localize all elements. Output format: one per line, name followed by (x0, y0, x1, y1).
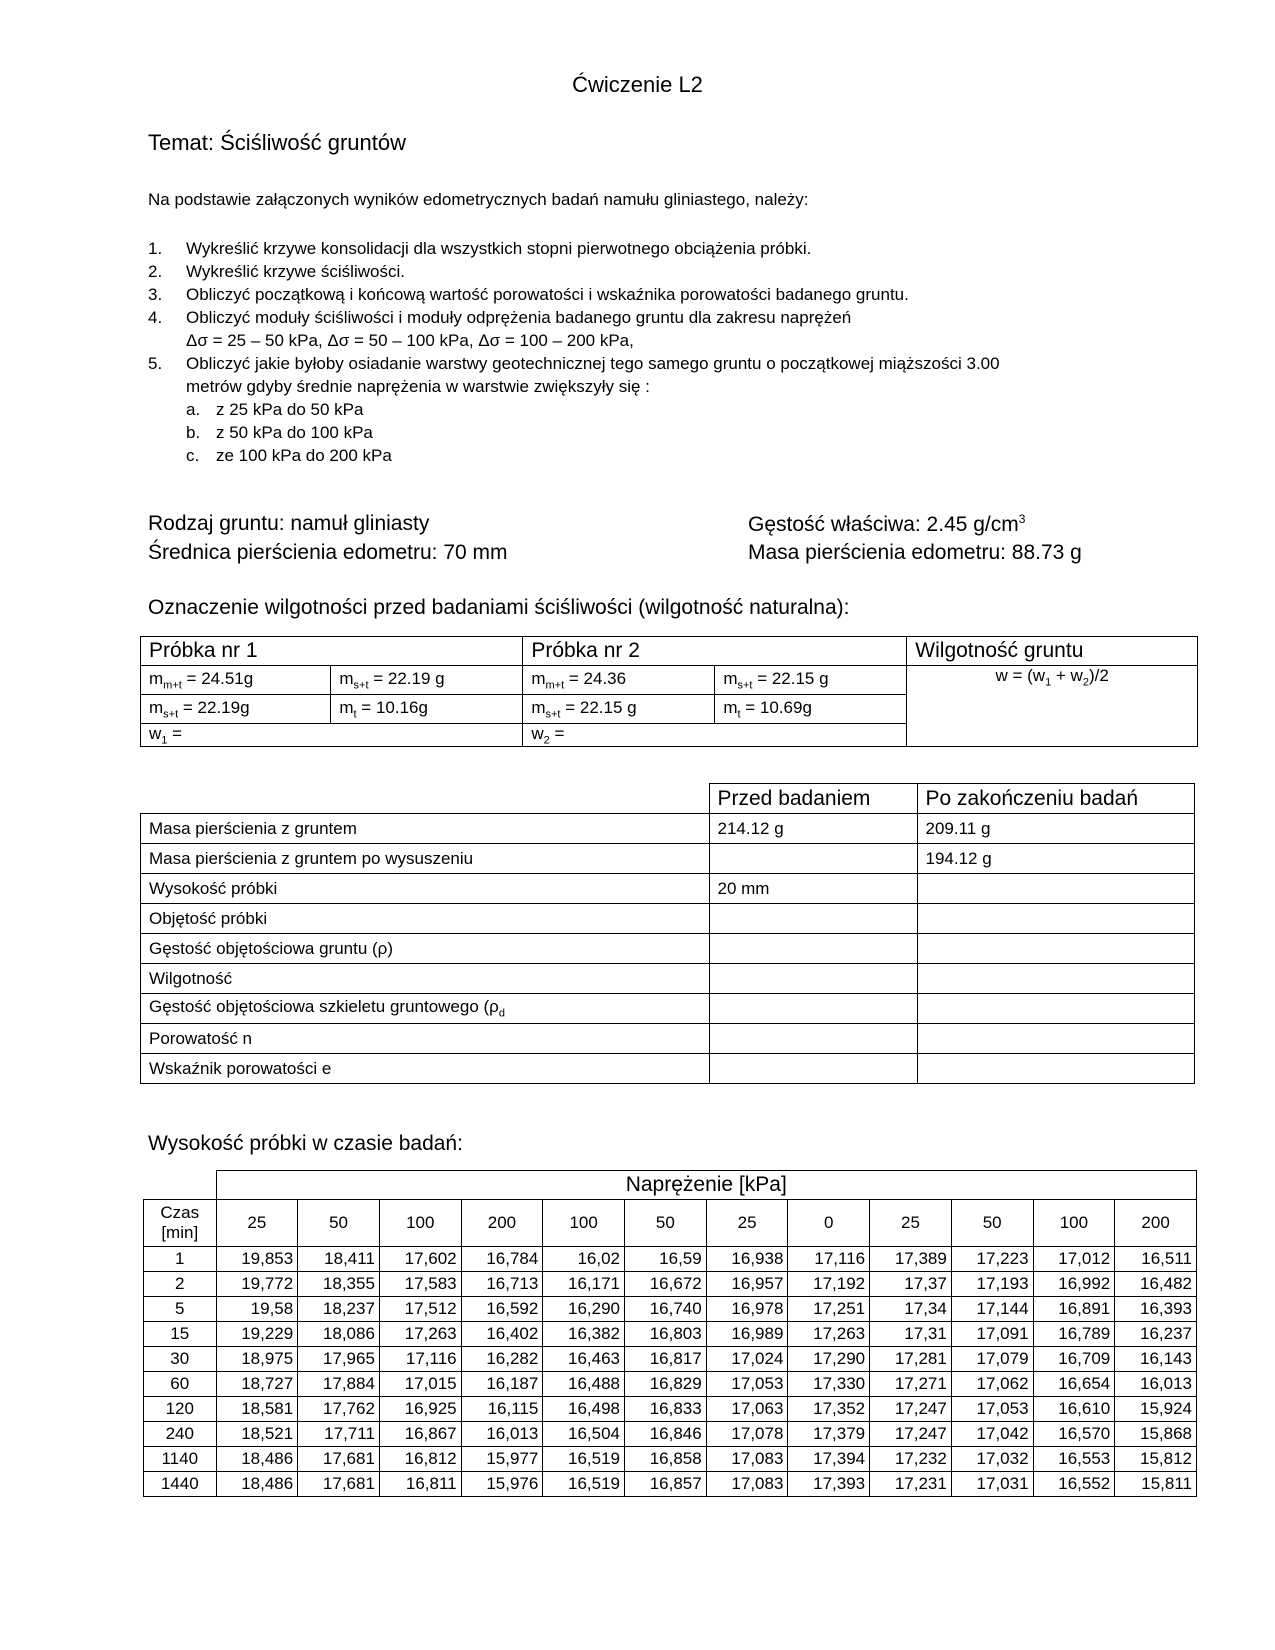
s2-mt: $m_t = 10.69g$ (715, 695, 907, 724)
height-value: 17,032 (951, 1447, 1033, 1472)
height-value: 17,042 (951, 1422, 1033, 1447)
height-value: 17,053 (951, 1397, 1033, 1422)
moisture-formula: $w = (w_1 + w_2)/2$ (907, 666, 1198, 747)
height-value: 16,013 (1115, 1372, 1197, 1397)
height-value: 17,144 (951, 1297, 1033, 1322)
table-row (144, 1322, 1197, 1347)
height-value: 17,263 (788, 1322, 870, 1347)
after-value (917, 994, 1195, 1024)
height-value: 18,411 (298, 1247, 380, 1272)
row-label: Masa pierścienia z gruntem po wysuszeniu (141, 844, 710, 874)
height-value: 16,552 (1033, 1472, 1115, 1497)
after-value (917, 934, 1195, 964)
height-value: 16,812 (379, 1447, 461, 1472)
before-value: 20 mm (709, 874, 917, 904)
table-row (141, 1054, 1195, 1084)
sample2-header: Próbka nr 2 (523, 637, 907, 666)
table-row (144, 1422, 1197, 1447)
w2-cell: $w_2$ = (523, 724, 907, 747)
table-row (144, 1347, 1197, 1372)
table-row (141, 964, 1195, 994)
subtask-list (148, 398, 1000, 467)
list-item: c. ze 100 kPa do 200 kPa (186, 446, 392, 465)
stress-column-header: 200 (1115, 1200, 1197, 1247)
height-value: 16,803 (625, 1322, 707, 1347)
table-row (144, 1447, 1197, 1472)
height-value: 15,976 (461, 1472, 543, 1497)
height-value: 16,858 (625, 1447, 707, 1472)
height-value: 16,570 (1033, 1422, 1115, 1447)
height-value: 16,654 (1033, 1372, 1115, 1397)
height-value: 17,330 (788, 1372, 870, 1397)
height-value: 15,811 (1115, 1472, 1197, 1497)
list-item: 2. Wykreślić krzywe ściśliwości. (148, 262, 405, 281)
height-value: 18,355 (298, 1272, 380, 1297)
height-value: 16,115 (461, 1397, 543, 1422)
stress-column-header: 50 (625, 1200, 707, 1247)
height-value: 16,811 (379, 1472, 461, 1497)
height-value: 17,116 (788, 1247, 870, 1272)
height-value: 16,857 (625, 1472, 707, 1497)
height-value: 17,711 (298, 1422, 380, 1447)
document-title: Ćwiczenie L2 (572, 72, 703, 97)
time-cell: 1440 (144, 1472, 217, 1497)
height-value: 16,713 (461, 1272, 543, 1297)
height-value: 17,083 (706, 1472, 788, 1497)
list-item: a. z 25 kPa do 50 kPa (186, 400, 364, 419)
after-value (917, 904, 1195, 934)
before-value (709, 904, 917, 934)
s2-mst: $m_{s+t} = 22.15$ g (715, 666, 907, 695)
height-value: 17,681 (298, 1472, 380, 1497)
before-value (709, 1024, 917, 1054)
height-value: 17,232 (870, 1447, 952, 1472)
table-row (141, 934, 1195, 964)
height-value: 17,583 (379, 1272, 461, 1297)
stress-column-header: 100 (379, 1200, 461, 1247)
height-value: 16,402 (461, 1322, 543, 1347)
before-header: Przed badaniem (709, 784, 917, 814)
height-value: 17,091 (951, 1322, 1033, 1347)
table-row (141, 874, 1195, 904)
height-value: 19,58 (216, 1297, 298, 1322)
height-value: 17,192 (788, 1272, 870, 1297)
before-value (709, 964, 917, 994)
stress-column-header: 0 (788, 1200, 870, 1247)
heights-corner (144, 1171, 217, 1200)
height-value: 17,116 (379, 1347, 461, 1372)
height-value: 17,393 (788, 1472, 870, 1497)
height-value: 17,053 (706, 1372, 788, 1397)
ring-diameter: Średnica pierścienia edometru: 70 mm (148, 541, 508, 564)
time-cell: 5 (144, 1297, 217, 1322)
height-value: 16,519 (543, 1447, 625, 1472)
height-value: 17,352 (788, 1397, 870, 1422)
height-value: 16,393 (1115, 1297, 1197, 1322)
time-cell: 240 (144, 1422, 217, 1447)
list-item: 3. Obliczyć początkową i końcową wartość porowatości i wskaźnika porowatości badanego gruntu. (148, 285, 909, 304)
height-value: 18,727 (216, 1372, 298, 1397)
s1-mst2: $m_{s+t} = 22.19g$ (141, 695, 331, 724)
height-value: 16,511 (1115, 1247, 1197, 1272)
height-value: 17,281 (870, 1347, 952, 1372)
height-value: 16,829 (625, 1372, 707, 1397)
row-label: Wskaźnik porowatości e (141, 1054, 710, 1084)
topic-heading: Temat: Ściśliwość gruntów (148, 130, 406, 155)
w1-cell: $w_1$ = (141, 724, 523, 747)
height-value: 16,957 (706, 1272, 788, 1297)
stress-column-header: 25 (706, 1200, 788, 1247)
row-label: Wilgotność (141, 964, 710, 994)
time-cell: 1140 (144, 1447, 217, 1472)
height-value: 16,290 (543, 1297, 625, 1322)
height-value: 17,602 (379, 1247, 461, 1272)
before-value (709, 934, 917, 964)
moisture-table (140, 636, 1198, 747)
row-label: Gęstość objętościowa szkieletu gruntowego ($\rho_d$ (141, 994, 710, 1024)
height-value: 16,925 (379, 1397, 461, 1422)
height-value: 18,975 (216, 1347, 298, 1372)
time-header: Czas [min] (144, 1200, 217, 1247)
after-value (917, 964, 1195, 994)
row-label: Wysokość próbki (141, 874, 710, 904)
table-row (144, 1247, 1197, 1272)
height-value: 16,867 (379, 1422, 461, 1447)
stress-column-header: 100 (1033, 1200, 1115, 1247)
stress-column-header: 50 (298, 1200, 380, 1247)
after-value (917, 874, 1195, 904)
height-value: 17,512 (379, 1297, 461, 1322)
sample1-header: Próbka nr 1 (141, 637, 523, 666)
height-value: 17,247 (870, 1397, 952, 1422)
row-label: Objętość próbki (141, 904, 710, 934)
stress-column-header: 25 (216, 1200, 298, 1247)
row-label: Porowatość n (141, 1024, 710, 1054)
height-value: 16,282 (461, 1347, 543, 1372)
time-cell: 2 (144, 1272, 217, 1297)
before-value: 214.12 g (709, 814, 917, 844)
before-value (709, 844, 917, 874)
height-value: 17,063 (706, 1397, 788, 1422)
height-value: 17,290 (788, 1347, 870, 1372)
row-label: Masa pierścienia z gruntem (141, 814, 710, 844)
height-value: 16,02 (543, 1247, 625, 1272)
stress-header: Naprężenie [kPa] (216, 1171, 1197, 1200)
height-value: 16,709 (1033, 1347, 1115, 1372)
height-value: 15,868 (1115, 1422, 1197, 1447)
height-value: 16,610 (1033, 1397, 1115, 1422)
height-value: 17,965 (298, 1347, 380, 1372)
height-value: 16,237 (1115, 1322, 1197, 1347)
table-row (144, 1472, 1197, 1497)
stress-column-header: 100 (543, 1200, 625, 1247)
height-value: 17,231 (870, 1472, 952, 1497)
list-item-continuation: Δσ = 25 – 50 kPa, Δσ = 50 – 100 kPa, Δσ = 100 – 200 kPa, (186, 331, 634, 350)
height-value: 16,592 (461, 1297, 543, 1322)
properties-corner (141, 784, 710, 814)
height-value: 17,394 (788, 1447, 870, 1472)
table-row (144, 1372, 1197, 1397)
height-value: 15,812 (1115, 1447, 1197, 1472)
height-value: 17,884 (298, 1372, 380, 1397)
table-row (141, 994, 1195, 1024)
height-value: 16,463 (543, 1347, 625, 1372)
table-row (144, 1397, 1197, 1422)
s1-mmt: $m_{m+t} = 24.51g$ (141, 666, 331, 695)
height-value: 19,229 (216, 1322, 298, 1347)
task-list (148, 237, 1000, 467)
before-value (709, 994, 917, 1024)
list-item: 4. Obliczyć moduły ściśliwości i moduły odprężenia badanego gruntu dla zakresu naprężeń (148, 308, 852, 327)
table-row (144, 1297, 1197, 1322)
after-header: Po zakończeniu badań (917, 784, 1195, 814)
height-value: 17,015 (379, 1372, 461, 1397)
row-label: Gęstość objętościowa gruntu (ρ) (141, 934, 710, 964)
height-value: 16,59 (625, 1247, 707, 1272)
stress-column-header: 200 (461, 1200, 543, 1247)
moisture-heading: Oznaczenie wilgotności przed badaniami ściśliwości (wilgotność naturalna): (148, 596, 850, 619)
height-value: 18,581 (216, 1397, 298, 1422)
height-value: 16,382 (543, 1322, 625, 1347)
height-value: 17,079 (951, 1347, 1033, 1372)
heights-heading: Wysokość próbki w czasie badań: (148, 1132, 463, 1155)
height-value: 17,223 (951, 1247, 1033, 1272)
table-row (141, 814, 1195, 844)
height-value: 17,681 (298, 1447, 380, 1472)
height-value: 16,938 (706, 1247, 788, 1272)
time-cell: 15 (144, 1322, 217, 1347)
s1-mst: $m_{s+t} = 22.19$ g (331, 666, 523, 695)
height-value: 16,789 (1033, 1322, 1115, 1347)
height-value: 17,024 (706, 1347, 788, 1372)
height-value: 16,143 (1115, 1347, 1197, 1372)
height-value: 16,187 (461, 1372, 543, 1397)
height-value: 18,486 (216, 1447, 298, 1472)
table-row (141, 844, 1195, 874)
height-value: 16,519 (543, 1472, 625, 1497)
height-value: 17,062 (951, 1372, 1033, 1397)
height-value: 16,482 (1115, 1272, 1197, 1297)
after-value: 209.11 g (917, 814, 1195, 844)
moisture-header: Wilgotność gruntu (907, 637, 1198, 666)
heights-table (143, 1170, 1197, 1497)
height-value: 17,389 (870, 1247, 952, 1272)
time-cell: 1 (144, 1247, 217, 1272)
height-value: 16,013 (461, 1422, 543, 1447)
specific-density: Gęstość właściwa: 2.45 $g/cm^3$ (748, 512, 1026, 536)
before-value (709, 1054, 917, 1084)
stress-column-header: 50 (951, 1200, 1033, 1247)
height-value: 17,37 (870, 1272, 952, 1297)
intro-text: Na podstawie załączonych wyników edometrycznych badań namułu gliniastego, należy: (148, 190, 809, 209)
height-value: 16,846 (625, 1422, 707, 1447)
s2-mst2: $m_{s+t} = 22.15$ g (523, 695, 715, 724)
stress-column-header: 25 (870, 1200, 952, 1247)
list-item: 1. Wykreślić krzywe konsolidacji dla wszystkich stopni pierwotnego obciążenia próbki. (148, 239, 812, 258)
after-value: 194.12 g (917, 844, 1195, 874)
time-cell: 120 (144, 1397, 217, 1422)
table-row (141, 904, 1195, 934)
time-cell: 30 (144, 1347, 217, 1372)
list-item-continuation: metrów gdyby średnie naprężenia w warstwie zwiększyły się : (186, 377, 650, 396)
height-value: 17,012 (1033, 1247, 1115, 1272)
properties-table (140, 783, 1195, 1084)
height-value: 16,784 (461, 1247, 543, 1272)
height-value: 17,31 (870, 1322, 952, 1347)
table-row (144, 1272, 1197, 1297)
height-value: 18,521 (216, 1422, 298, 1447)
after-value (917, 1024, 1195, 1054)
time-cell: 60 (144, 1372, 217, 1397)
table-row (141, 1024, 1195, 1054)
height-value: 17,193 (951, 1272, 1033, 1297)
height-value: 17,078 (706, 1422, 788, 1447)
height-value: 17,762 (298, 1397, 380, 1422)
list-item: 5. Obliczyć jakie byłoby osiadanie warstwy geotechnicznej tego samego gruntu o początkowej miąższości 3.00 (148, 354, 1000, 373)
height-value: 16,171 (543, 1272, 625, 1297)
height-value: 16,978 (706, 1297, 788, 1322)
height-value: 17,247 (870, 1422, 952, 1447)
height-value: 17,34 (870, 1297, 952, 1322)
height-value: 15,977 (461, 1447, 543, 1472)
soil-type: Rodzaj gruntu: namuł gliniasty (148, 512, 430, 535)
height-value: 16,498 (543, 1397, 625, 1422)
height-value: 16,992 (1033, 1272, 1115, 1297)
height-value: 19,772 (216, 1272, 298, 1297)
height-value: 16,833 (625, 1397, 707, 1422)
s2-mmt: $m_{m+t} = 24.36$ (523, 666, 715, 695)
height-value: 17,263 (379, 1322, 461, 1347)
height-value: 16,817 (625, 1347, 707, 1372)
height-value: 17,379 (788, 1422, 870, 1447)
height-value: 17,083 (706, 1447, 788, 1472)
height-value: 16,672 (625, 1272, 707, 1297)
s1-mt: $m_t = 10.16g$ (331, 695, 523, 724)
after-value (917, 1054, 1195, 1084)
height-value: 16,553 (1033, 1447, 1115, 1472)
height-value: 17,251 (788, 1297, 870, 1322)
height-value: 17,271 (870, 1372, 952, 1397)
height-value: 18,086 (298, 1322, 380, 1347)
height-value: 18,237 (298, 1297, 380, 1322)
list-item: b. z 50 kPa do 100 kPa (186, 423, 373, 442)
height-value: 16,740 (625, 1297, 707, 1322)
height-value: 15,924 (1115, 1397, 1197, 1422)
height-value: 19,853 (216, 1247, 298, 1272)
height-value: 17,031 (951, 1472, 1033, 1497)
height-value: 16,504 (543, 1422, 625, 1447)
height-value: 16,488 (543, 1372, 625, 1397)
height-value: 18,486 (216, 1472, 298, 1497)
height-value: 16,989 (706, 1322, 788, 1347)
ring-mass: Masa pierścienia edometru: 88.73 g (748, 541, 1082, 564)
height-value: 16,891 (1033, 1297, 1115, 1322)
